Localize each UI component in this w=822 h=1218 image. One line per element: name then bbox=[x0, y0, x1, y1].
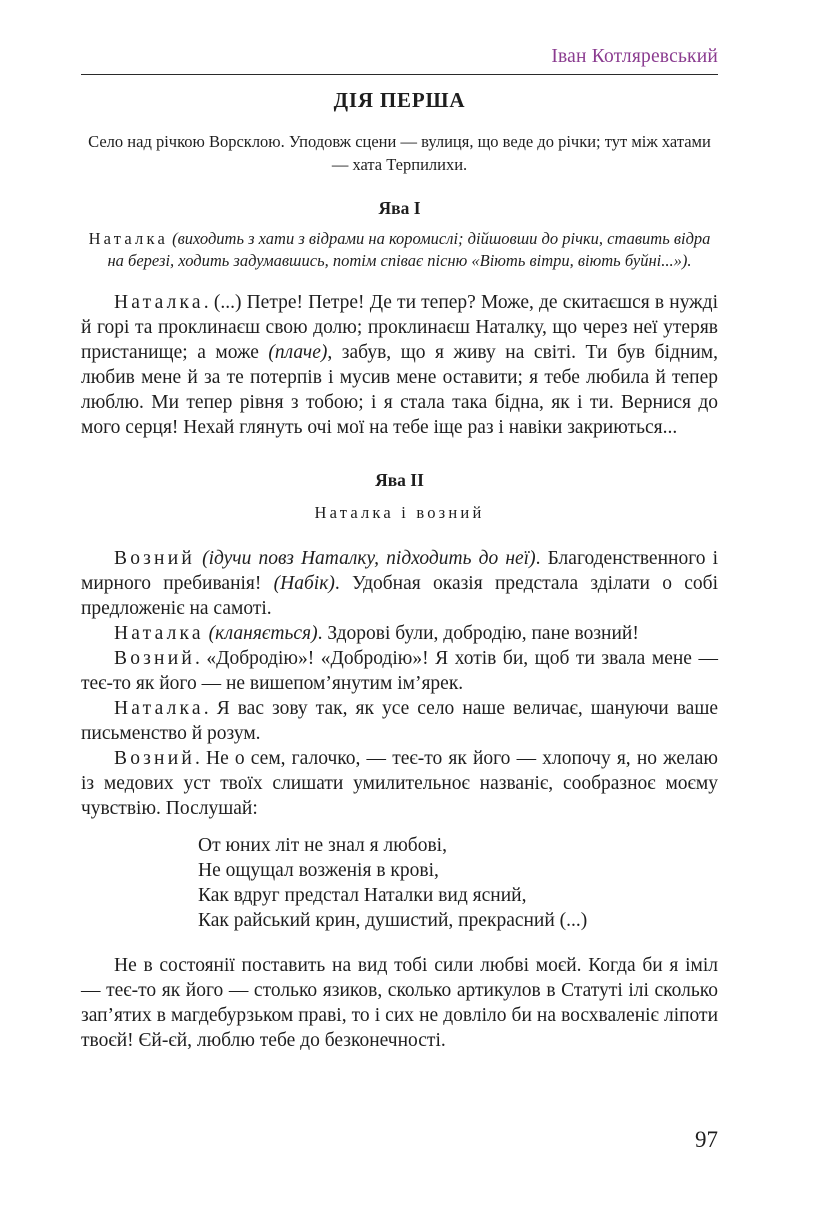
act-setting-text: Село над річкою Ворсклою. Уподовж сцени — вулиця, що веде до річки; тут між хатами — хата Терпилихи. bbox=[88, 132, 711, 174]
line-text: . «Добродію»! «Добродію»! Я хотів би, щоб ти звала мене — теє-то як його — не вишепом’янутим ім’ярек. bbox=[81, 648, 718, 694]
line-text: . Не о сем, галочко, — теє-то як його — хлопочу я, но желаю із медових уст твоїх слишати умилительноє названіє, сообразноє моєму чувствію. Послушай: bbox=[81, 748, 718, 819]
running-head: Іван Котляревський bbox=[551, 46, 718, 67]
speaker-name: Наталка bbox=[114, 698, 204, 719]
direction-speaker: Наталка bbox=[88, 229, 168, 248]
line-text: . Удобная оказія предстала зділати о собі предложеніє на самоті. bbox=[81, 573, 718, 619]
verse-line: Не ощущал возженія в крові, bbox=[198, 860, 439, 881]
dialogue-line bbox=[81, 746, 718, 821]
act-title: ДІЯ ПЕРША bbox=[333, 88, 466, 112]
act-setting bbox=[81, 130, 718, 176]
scene-1-title: Ява I bbox=[378, 198, 421, 218]
scene-2-title: Ява II bbox=[375, 470, 424, 490]
scene-1-direction bbox=[81, 228, 718, 272]
stage-direction: (Набік) bbox=[273, 573, 335, 594]
verse-line: От юних літ не знал я любові, bbox=[198, 835, 447, 856]
speaker-name: Возний bbox=[114, 748, 195, 769]
speaker-name: Наталка bbox=[114, 623, 204, 644]
scene-1-monologue bbox=[81, 290, 718, 440]
verse-block bbox=[198, 833, 718, 933]
closing-paragraph: Не в состоянії поставить на вид тобі сили любві моєй. Когда би я іміл — теє-то як його — столько язиков, сколько артикулов в Статуті ілі сколько зап’ятих в магдебурзьком праві, то і сих не довліло би на восхваленіє ліпоти твоєй! Єй-єй, люблю тебе до безконечності. bbox=[81, 955, 718, 1051]
verse-line: Как райський крин, душистий, прекрасний (...) bbox=[198, 910, 588, 931]
speaker-name: Возний bbox=[114, 648, 195, 669]
line-text: . Здорові були, добродію, пане возний! bbox=[317, 623, 639, 644]
monologue-paragraph bbox=[81, 290, 718, 440]
monologue-text-1: . (...) Петре! Петре! Де ти тепер? Може, де скитаєшся в нужді й горі та проклинаєш свою долю; проклинаєш Наталку, що через неї утеряв пристанище; а може bbox=[81, 292, 718, 363]
header-rule bbox=[81, 74, 718, 75]
dialogue-line bbox=[81, 646, 718, 696]
scene-2-characters: Наталка і возний bbox=[314, 503, 485, 522]
dialogue-line bbox=[81, 696, 718, 746]
line-text: . Благоденственного і мирного пребиванія! bbox=[81, 548, 719, 594]
stage-direction: (ідучи повз Наталку, підходить до неї) bbox=[202, 548, 536, 569]
page-number: 97 bbox=[695, 1127, 718, 1152]
dialogue-line bbox=[81, 621, 718, 646]
speaker-name: Возний bbox=[114, 548, 195, 569]
direction-text: (виходить з хати з відрами на коромислі; дійшовши до річки, ставить відра на березі, ходить задумавшись, потім співає пісню «Віють вітри, віють буйні...»). bbox=[107, 229, 711, 270]
speaker-name: Наталка bbox=[114, 292, 204, 313]
dialogue-line bbox=[81, 546, 718, 621]
stage-direction: (плаче) bbox=[268, 342, 328, 363]
closing-speech bbox=[81, 953, 718, 1053]
line-text: . Я вас зову так, як усе село наше величає, шануючи ваше письменство й розум. bbox=[81, 698, 718, 744]
verse-line: Как вдруг предстал Наталки вид ясний, bbox=[198, 885, 527, 906]
stage-direction: (кланяється) bbox=[208, 623, 318, 644]
monologue-text-2: , забув, що я живу на світі. Ти був бідним, любив мене й за те потерпів і мусив мене оставити; я тебе любила й тепер люблю. Ми тепер рівня з тобою; і я стала така бідна, як і ти. Вернися до мого серця! Нехай глянуть очі мої на тебе іще раз і навіки закриються... bbox=[81, 342, 718, 438]
scene-2-dialogue bbox=[81, 546, 718, 821]
page-content bbox=[81, 84, 718, 1053]
